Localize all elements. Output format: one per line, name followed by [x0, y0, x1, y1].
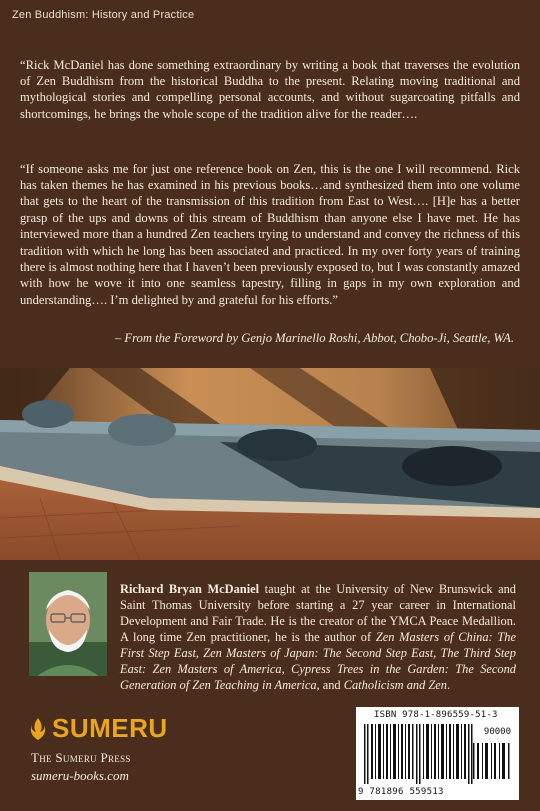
author-bio — [120, 581, 516, 693]
author-name: Richard Bryan McDaniel — [120, 582, 260, 597]
review-quote-1: “Rick McDaniel has done something extraordinary by writing a book that traverses the evolution of Zen Buddhism from the historical Buddha to the present. Relating moving traditional and mythological stories and compelling personal accounts, and without sugarcoating pitfalls and shortcomings, he brings the whole scope of the tradition alive for the reader…. — [20, 57, 520, 121]
author-portrait-illustration — [29, 572, 107, 676]
foreword-attribution: – From the Foreword by Genjo Marinello Roshi, Abbot, Chobo-Ji, Seattle, WA. — [114, 331, 514, 345]
review-quote-2: “If someone asks me for just one reference book on Zen, this is the one I will recommend. Rick has taken themes he has examined in his previous books…and synthesized them into one volume that gets to the heart of the transmission of this tradition from East to West…. [H]e has a better grasp of the ups and downs of this stream of Buddhism than anyone else I have met. He has interviewed more than a hundred Zen teachers trying to understand and convey the richness of this tradition with which he long has been associated and practiced. In my over forty years of training there is almost nothing here that I haven’t been previously exposed to, but I was constantly amazed with how he wove it into one seamless tapestry, filling in gaps in my own exploration and understanding…. I’m delighted by and grateful for his efforts.” — [20, 161, 520, 307]
zendo-illustration — [0, 368, 540, 560]
bio-last-title: Catholicism and Zen — [343, 678, 447, 693]
publisher-website: sumeru-books.com — [31, 768, 129, 783]
bio-book-titles: Zen Masters of China: The First Step East, Zen Masters of Japan: The Second Step East, The Third Step East: Zen Masters of America, Cypress Trees in the Garden: The Second Generation of Zen Teaching in America, — [120, 630, 516, 693]
addon-barcode-bars — [473, 743, 513, 779]
author-portrait — [29, 572, 107, 676]
publisher-logo-text: SUMERU — [52, 713, 168, 743]
series-title: Zen Buddhism: History and Practice — [12, 9, 195, 21]
isbn-text: ISBN 978-1-896559-51-3 — [374, 710, 498, 720]
price-code: 90000 — [483, 727, 511, 737]
bio-text-2: and — [319, 678, 344, 693]
isbn-barcode — [356, 707, 519, 800]
bio-text-1: taught at the University of New Brunswick and Saint Thomas University before starting a 27 year career in International Development and Fair Trade. He is the creator of the YMCA Peace Medallion. A long time Zen practitioner, he is the author of — [120, 582, 516, 645]
bio-end: . — [446, 678, 451, 693]
sumeru-flame-icon — [28, 716, 48, 742]
ean-digits: 9 781896 559513 — [358, 787, 444, 797]
publisher-logo — [28, 713, 168, 744]
press-name: The Sumeru Press — [31, 750, 131, 765]
zendo-photo — [0, 368, 540, 560]
ean-barcode-bars — [364, 724, 474, 784]
